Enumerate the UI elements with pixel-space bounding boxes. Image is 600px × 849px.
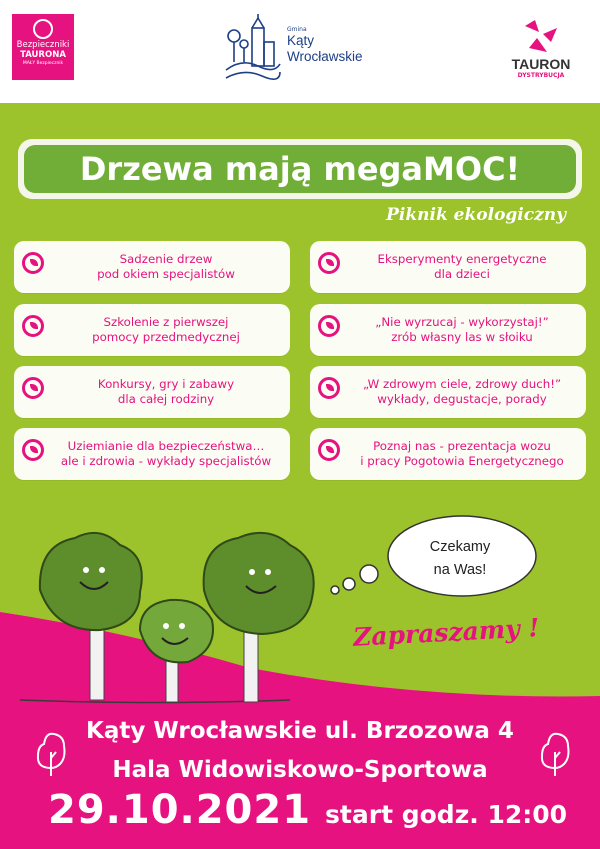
event-date: 29.10.2021 [48,787,312,833]
tauron-name: TAURON [511,56,571,72]
address-line-2: Hala Widowiskowo-Sportowa [112,757,488,783]
invite-text: Zapraszamy ! [352,613,541,652]
bezpieczniki-logo-line3: MAŁY Bezpiecznik [22,61,64,66]
activity-text: Eksperymenty energetyczne dla dzieci [377,252,547,281]
bezpieczniki-logo-line2: TAURONA [20,50,66,60]
address-line-1: Kąty Wrocławskie ul. Brzozowa 4 [86,718,514,744]
activity-text: Uziemianie dla bezpieczeństwa… ale i zdrowia - wykłady specjalistów [60,439,272,468]
subtitle: Piknik ekologiczny [386,205,566,225]
gmina-name-line1: Kąty [287,33,315,48]
gmina-name-line2: Wrocławskie [287,49,363,64]
gmina-label: Gmina [287,26,307,33]
activity-text: Sadzenie drzew pod okiem specjalistów [97,252,235,281]
page-title: Drzewa mają megaMOC! [24,145,576,193]
start-time: start godz. 12:00 [325,800,568,829]
activity-text: „Nie wyrzucaj - wykorzystaj!” zrób własny las w słoiku [375,315,549,344]
bubble-text: Czekamy na Was! [429,539,491,578]
bezpieczniki-logo-line1: Bezpieczniki [16,40,70,50]
tauron-sub: DYSTRYBUCJA [517,72,565,79]
activity-text: Szkolenie z pierwszej pomocy przedmedycznej [92,315,240,344]
date-line [48,787,567,833]
activity-text: Konkursy, gry i zabawy dla całej rodziny [97,377,235,406]
activity-text: Poznaj nas - prezentacja wozu i pracy Pogotowia Energetycznego [360,439,564,468]
activity-text: „W zdrowym ciele, zdrowy duch!” wykłady, degustacje, porady [362,377,562,406]
